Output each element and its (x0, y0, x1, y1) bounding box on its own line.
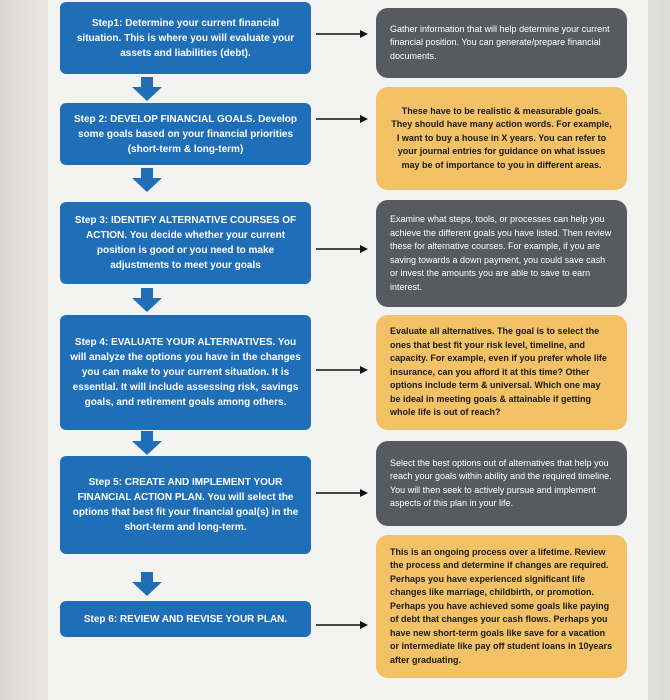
right-arrow-icon (316, 365, 368, 375)
note-2-text: These have to be realistic & measurable goals. They should have many action words. For example, I want to buy a house in X years. You can refer to your journal entries for guidance on what issues may be of importance to you in different areas. (391, 105, 612, 170)
note-3-text: Examine what steps, tools, or processes can help you achieve the different goals you have listed. Then review these for alternative courses. For example, if you are saving towards a down payment, you could save cash or invest the amounts you are able to save to earn interest. (390, 214, 612, 292)
step-5-box (60, 456, 311, 554)
note-6-text: This is an ongoing process over a lifetime. Review the process and determine if changes are required. Perhaps you have experienced significant life changes like marriage, childbirth, or promotion. Perhaps you have achieved some goals like paying of debt that changes your cash flows. Perhaps you have new short-term goals like save for a vacation or intermediate like pay off student loans in 10years after graduating. (390, 546, 613, 665)
step-4-box (60, 315, 311, 430)
right-arrow-icon (316, 244, 368, 254)
right-arrow-icon (316, 620, 368, 630)
note-4-box (376, 315, 627, 430)
note-1-box (376, 8, 627, 78)
down-arrow-icon (132, 168, 162, 192)
step-1-box (60, 2, 311, 74)
down-arrow-icon (132, 572, 162, 596)
right-arrow-icon (316, 29, 368, 39)
step-4-text: Step 4: EVALUATE YOUR ALTERNATIVES. You will analyze the options you have in the changes you can make to your current situation. It is essential. It will include assessing risk, savings goals, and retirement goals among others. (70, 337, 301, 408)
note-3-box (376, 200, 627, 307)
note-1-text: Gather information that will help determine your current financial position. You can generate/prepare financial documents. (390, 23, 610, 61)
right-arrow-icon (316, 114, 368, 124)
note-6-box (376, 535, 627, 678)
right-arrow-icon (316, 488, 368, 498)
step-2-text: Step 2: DEVELOP FINANCIAL GOALS. Develop some goals based on your financial priorities (short-term & long-term) (74, 113, 297, 155)
down-arrow-icon (132, 77, 162, 101)
note-2-box (376, 87, 627, 190)
step-2-box (60, 103, 311, 165)
note-4-text: Evaluate all alternatives. The goal is to select the ones that best fit your risk level, timeline, and capacity. For example, even if you prefer whole life insurance, can you afford it at this time? Other options include term & universal. Which one may be ideal in meeting goals & attainable if getting whole life is out of reach? (390, 326, 607, 418)
step-1-text: Step1: Determine your current financial situation. This is where you will evaluate your assets and liabilities (debt). (76, 17, 295, 59)
note-5-text: Select the best options out of alternatives that help you reach your goals within ability and the required timeline. You will then seek to actively pursue and implement aspects of this plan in your life. (390, 457, 612, 508)
step-3-text: Step 3: IDENTIFY ALTERNATIVE COURSES OF ACTION. You decide whether your current position is good or you need to make adjustments to meet your goals (74, 215, 297, 271)
step-6-text: Step 6: REVIEW AND REVISE YOUR PLAN. (83, 613, 288, 625)
step-3-box (60, 202, 311, 284)
note-5-box (376, 441, 627, 526)
down-arrow-icon (132, 288, 162, 312)
step-6-box (60, 601, 311, 637)
down-arrow-icon (132, 431, 162, 455)
step-5-text: Step 5: CREATE AND IMPLEMENT YOUR FINANCIAL ACTION PLAN. You will select the options that best fit your financial goal(s) in the short-term and long-term. (72, 477, 299, 533)
